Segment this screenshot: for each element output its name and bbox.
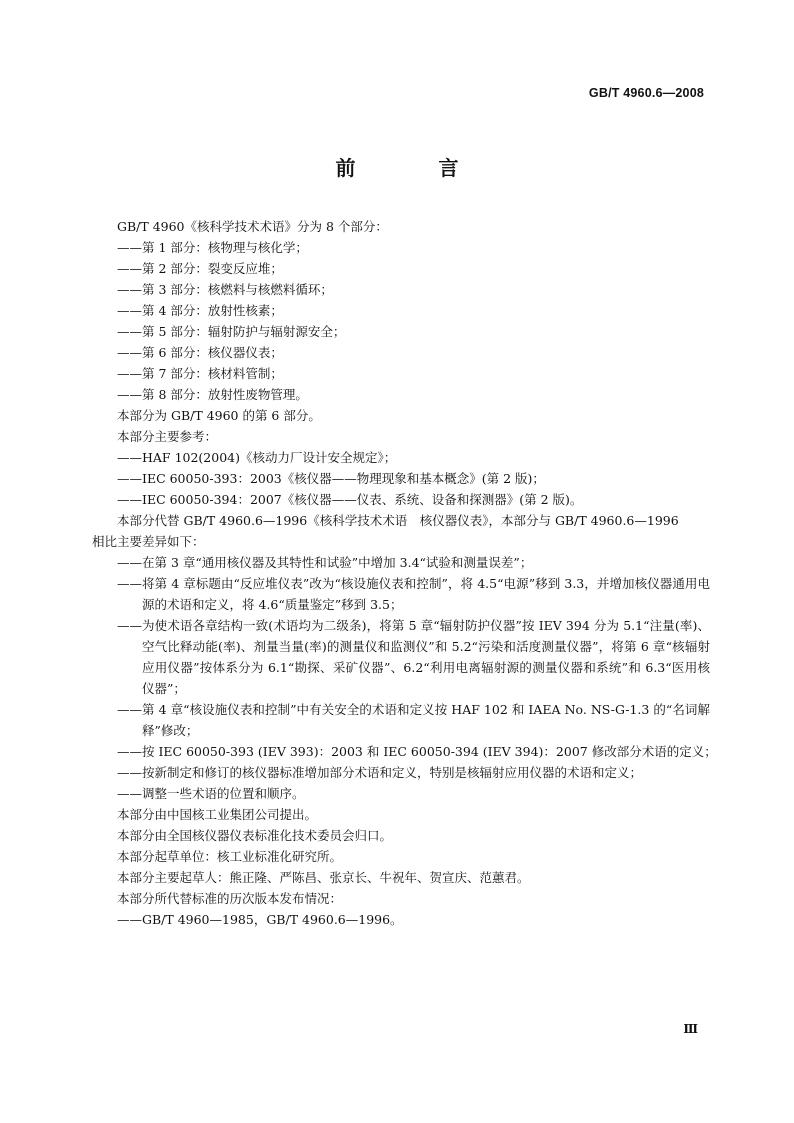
list-item-text: 第 1 部分：核物理与核化学； (142, 240, 308, 255)
page-title: 前 言 (335, 156, 497, 180)
list-item-text: IEC 60050-394：2007《核仪器——仪表、系统、设备和探测器》(第 2 版)。 (142, 492, 583, 507)
dash-mark: —— (117, 618, 142, 633)
dash-mark: —— (117, 366, 142, 381)
paragraph: 本部分由中国核工业集团公司提出。 (117, 807, 318, 822)
list-item-text: 在第 3 章“通用核仪器及其特性和试验”中增加 3.4“试验和测量误差”； (142, 555, 533, 570)
dash-mark: —— (117, 324, 142, 339)
dash-mark: —— (117, 912, 142, 927)
dash-mark: —— (117, 345, 142, 360)
list-item (92, 573, 710, 615)
list-item (92, 321, 710, 342)
dash-mark: —— (117, 240, 142, 255)
paragraph: GB/T 4960《核科学技术术语》分为 8 个部分： (117, 219, 388, 234)
dash-mark: —— (117, 786, 142, 801)
dash-mark: —— (117, 702, 142, 717)
list-item-text: 第 4 章“核设施仪表和控制”中有关安全的术语和定义按 HAF 102 和 IAEA No. NS-G-1.3 的“名词解释”修改； (142, 702, 710, 738)
list-item (92, 699, 710, 741)
dash-mark: —— (117, 303, 142, 318)
list-item (92, 741, 717, 762)
dash-mark: —— (117, 576, 142, 591)
list-item-text: 将第 4 章标题由“反应堆仪表”改为“核设施仪表和控制”，将 4.5“电源”移到 3.3，并增加核仪器通用电源的术语和定义，将 4.6“质量鉴定”移到 3.5； (142, 576, 710, 612)
dash-mark: —— (117, 471, 142, 486)
list-item (92, 237, 710, 258)
list-item (92, 909, 710, 930)
dash-mark: —— (117, 555, 142, 570)
paragraph: 本部分主要起草人：熊正隆、严陈昌、张京长、牛祝年、贺宣庆、范蕙君。 (117, 870, 530, 885)
list-item-text: 第 5 部分：辐射防护与辐射源安全； (142, 324, 346, 339)
list-item (92, 447, 710, 468)
list-item (92, 468, 710, 489)
list-item-text: 第 2 部分：裂变反应堆； (142, 261, 283, 276)
paragraph: 本部分由全国核仪器仪表标准化技术委员会归口。 (117, 828, 393, 843)
list-item (92, 279, 710, 300)
paragraph: 本部分起草单位：核工业标准化研究所。 (117, 849, 343, 864)
dash-mark: —— (117, 450, 142, 465)
list-item (92, 552, 710, 573)
paragraph: 本部分所代替标准的历次版本发布情况： (117, 891, 343, 906)
list-item (92, 258, 710, 279)
list-item-text: 第 4 部分：放射性核素； (142, 303, 283, 318)
paragraph: 本部分代替 GB/T 4960.6—1996《核科学技术术语 核仪器仪表》，本部分与 GB/T 4960.6—1996 (117, 513, 679, 528)
list-item-text: 第 3 部分：核燃料与核燃料循环； (142, 282, 333, 297)
list-item (92, 489, 710, 510)
list-item (92, 300, 710, 321)
list-item (92, 783, 710, 804)
paragraph: 本部分主要参考： (117, 429, 218, 444)
dash-mark: —— (117, 282, 142, 297)
list-item-text: 按新制定和修订的核仪器标准增加部分术语和定义，特别是核辐射应用仪器的术语和定义； (142, 765, 643, 780)
list-item-text: 第 8 部分：放射性废物管理。 (142, 387, 308, 402)
paragraph: 本部分为 GB/T 4960 的第 6 部分。 (117, 408, 321, 423)
paragraph: 相比主要差异如下： (92, 534, 205, 549)
list-item (92, 363, 710, 384)
standard-code: GB/T 4960.6—2008 (588, 86, 704, 100)
list-item-text: IEC 60050-393：2003《核仪器——物理现象和基本概念》(第 2 版)； (142, 471, 545, 486)
list-item-text: 第 7 部分：核材料管制； (142, 366, 283, 381)
dash-mark: —— (117, 387, 142, 402)
list-item (92, 762, 710, 783)
dash-mark: —— (117, 744, 142, 759)
list-item-text: HAF 102(2004)《核动力厂设计安全规定》； (142, 450, 397, 465)
list-item-text: 按 IEC 60050-393 (IEV 393)：2003 和 IEC 60050-394 (IEV 394)：2007 修改部分术语的定义； (142, 744, 717, 759)
dash-mark: —— (117, 492, 142, 507)
dash-mark: —— (117, 765, 142, 780)
list-item (92, 615, 710, 699)
list-item-text: 第 6 部分：核仪器仪表； (142, 345, 283, 360)
list-item-text: 为使术语各章结构一致(术语均为二级条)，将第 5 章“辐射防护仪器”按 IEV 394 分为 5.1“注量(率)、空气比释动能(率)、剂量当量(率)的测量仪和监测仪”和 5.2“污染和活度测量仪器”，将第 6 章“核辐射应用仪器”按体系分为 6.1“勘探、采矿仪器”、6.2“利用电离辐射源的测量仪器和系统”和 6.3“医用核仪器”； (142, 618, 710, 696)
document-body (92, 216, 717, 930)
list-item (92, 384, 710, 405)
dash-mark: —— (117, 261, 142, 276)
list-item-text: GB/T 4960—1985，GB/T 4960.6—1996。 (142, 912, 403, 927)
page-number: Ⅲ (683, 1022, 698, 1036)
list-item-text: 调整一些术语的位置和顺序。 (142, 786, 305, 801)
list-item (92, 342, 710, 363)
